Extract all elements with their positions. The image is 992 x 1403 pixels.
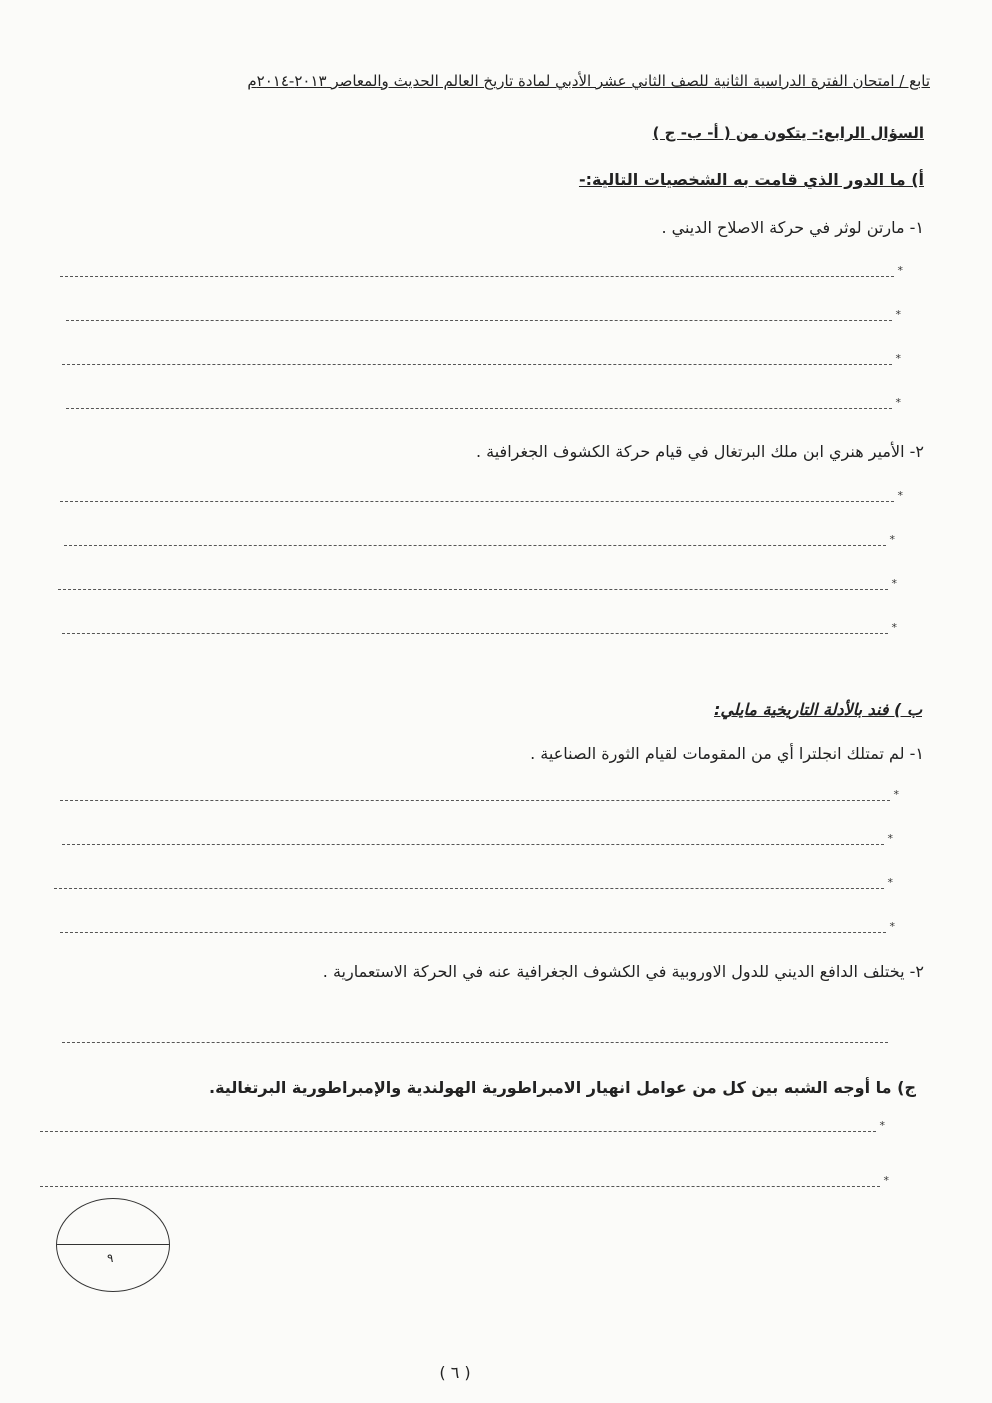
bullet-star: *: [893, 788, 899, 801]
bullet-star: *: [887, 876, 893, 889]
bullet-star: *: [895, 352, 901, 365]
answer-line[interactable]: [62, 1028, 888, 1043]
part-b-title: ب ) فند بالأدلة التاريخية مايلي:: [714, 700, 922, 719]
answer-line[interactable]: [54, 874, 893, 889]
answer-line[interactable]: [58, 575, 897, 590]
bullet-star: *: [879, 1119, 885, 1132]
bullet-star: *: [891, 621, 897, 634]
bullet-star: *: [891, 577, 897, 590]
grade-mark: ٩: [107, 1251, 114, 1265]
answer-line[interactable]: [60, 262, 903, 277]
answer-line[interactable]: [64, 531, 895, 546]
grade-box: [56, 1198, 170, 1292]
answer-line[interactable]: [62, 619, 897, 634]
bullet-star: *: [895, 308, 901, 321]
answer-line[interactable]: [60, 487, 903, 502]
bullet-star: *: [897, 264, 903, 277]
bullet-star: *: [883, 1174, 889, 1187]
part-b-item-1: ١- لم تمتلك انجلترا أي من المقومات لقيام الثورة الصناعية .: [530, 744, 924, 763]
bullet-star: *: [887, 832, 893, 845]
bullet-star: *: [897, 489, 903, 502]
part-b-item-2: ٢- يختلف الدافع الديني للدول الاوروبية في الكشوف الجغرافية عنه في الحركة الاستعمارية .: [322, 962, 924, 981]
answer-line[interactable]: [62, 830, 893, 845]
page-number: ( ٦ ): [439, 1363, 471, 1382]
answer-line[interactable]: [66, 394, 901, 409]
bullet-star: *: [895, 396, 901, 409]
grade-divider: [57, 1244, 169, 1245]
answer-line[interactable]: [62, 350, 901, 365]
bullet-star: *: [889, 533, 895, 546]
page-header: تابع / امتحان الفترة الدراسية الثانية للصف الثاني عشر الأدبي لمادة تاريخ العالم الحديث والمعاصر ٢٠١٣-٢٠١٤م: [247, 72, 930, 90]
question-title: السؤال الرابع:- يتكون من ( أ- ب- ج ): [652, 124, 924, 142]
part-c-title: ج) ما أوجه الشبه بين كل من عوامل انهيار الامبراطورية الهولندية والإمبراطورية البرتغالية.: [209, 1078, 916, 1097]
answer-line[interactable]: [40, 1172, 889, 1187]
bullet-star: *: [889, 920, 895, 933]
part-a-item-2: ٢- الأمير هنري ابن ملك البرتغال في قيام حركة الكشوف الجغرافية .: [475, 442, 924, 461]
part-a-title: أ) ما الدور الذي قامت به الشخصيات التالية:-: [578, 170, 924, 189]
answer-line[interactable]: [40, 1117, 885, 1132]
answer-line[interactable]: [60, 786, 899, 801]
part-a-item-1: ١- مارتن لوثر في حركة الاصلاح الديني .: [661, 218, 924, 237]
answer-line[interactable]: [66, 306, 901, 321]
answer-line[interactable]: [60, 918, 895, 933]
